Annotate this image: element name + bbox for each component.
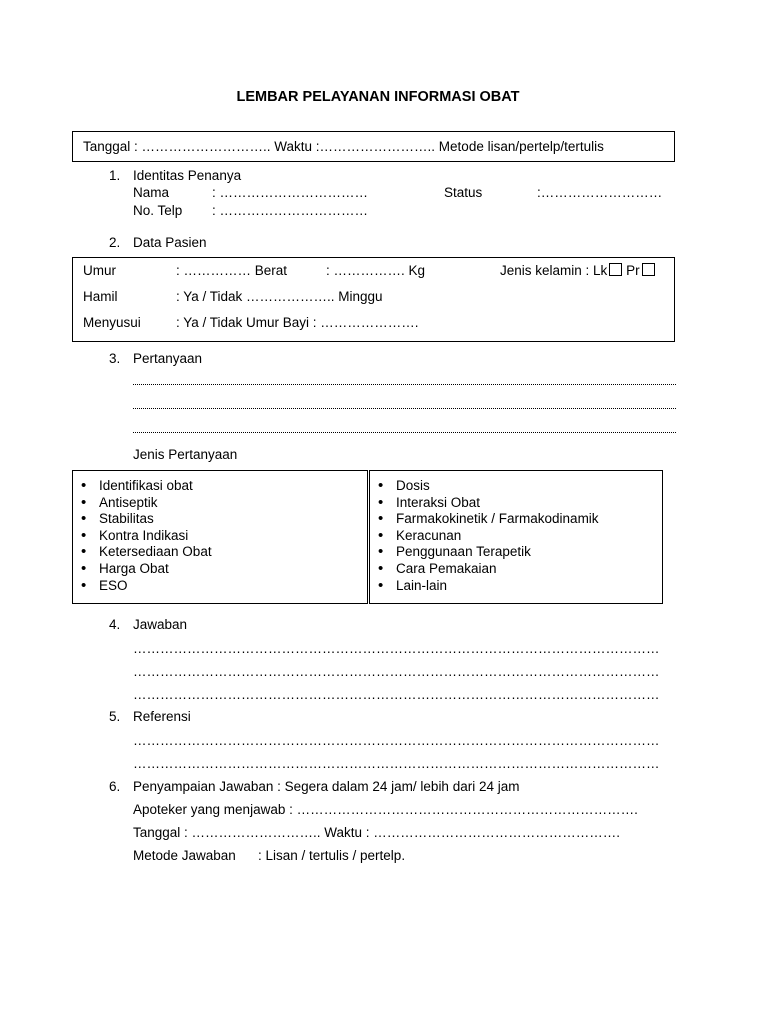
- status-field[interactable]: :………………………: [537, 185, 663, 200]
- section4-label: Jawaban: [133, 617, 188, 632]
- section4-number: 4.: [109, 617, 121, 632]
- nama-field[interactable]: : ……………………………: [212, 185, 369, 200]
- berat-field[interactable]: : ……………. Kg: [326, 263, 426, 278]
- pr-checkbox[interactable]: [642, 263, 655, 276]
- reference-line-1[interactable]: ………………………………………………………………………………………………………: [133, 733, 660, 748]
- section6-label: Penyampaian Jawaban : Segera dalam 24 jam/ lebih dari 24 jam: [133, 779, 520, 794]
- reference-line-2[interactable]: ………………………………………………………………………………………………………: [133, 756, 660, 771]
- question-types-right-box: [369, 470, 663, 604]
- section2-label: Data Pasien: [133, 235, 207, 250]
- question-type-left-item[interactable]: • Antiseptik: [79, 495, 212, 512]
- question-line-2[interactable]: [133, 408, 676, 409]
- menyusui-field[interactable]: : Ya / Tidak Umur Bayi : ………………….: [176, 315, 419, 330]
- header-line: Tanggal : ……………………….. Waktu :…………………….. Metode lisan/pertelp/tertulis: [83, 139, 604, 154]
- section1-number: 1.: [109, 168, 121, 183]
- menyusui-label: Menyusui: [83, 315, 141, 330]
- hamil-field[interactable]: : Ya / Tidak ……………….. Minggu: [176, 289, 383, 304]
- section2-number: 2.: [109, 235, 121, 250]
- question-type-right-item[interactable]: • Penggunaan Terapetik: [376, 544, 599, 561]
- section5-label: Referensi: [133, 709, 191, 724]
- question-type-right-item[interactable]: • Cara Pemakaian: [376, 561, 599, 578]
- header-box: [72, 131, 675, 162]
- question-type-right-item[interactable]: • Lain-lain: [376, 578, 599, 595]
- umur-berat-field[interactable]: : …………… Berat: [176, 263, 288, 278]
- answer-line-1[interactable]: ………………………………………………………………………………………………………: [133, 641, 660, 656]
- telp-field[interactable]: : ……………………………: [212, 203, 369, 218]
- page-title: LEMBAR PELAYANAN INFORMASI OBAT: [236, 89, 520, 105]
- hamil-label: Hamil: [83, 289, 118, 304]
- status-label: Status: [444, 185, 483, 200]
- section1-label: Identitas Penanya: [133, 168, 242, 183]
- jenis-kelamin-row: [500, 263, 655, 279]
- question-line-3[interactable]: [133, 432, 676, 433]
- question-types-left-list: [79, 478, 212, 594]
- apoteker-field[interactable]: Apoteker yang menjawab : ………………………………………………………………….: [133, 802, 638, 817]
- question-type-left-item[interactable]: • Stabilitas: [79, 511, 212, 528]
- metode-jawaban-field[interactable]: : Lisan / tertulis / pertelp.: [258, 848, 406, 863]
- tanggal-waktu-field[interactable]: Tanggal : ……………………….. Waktu : ……………………………………………….: [133, 825, 621, 840]
- umur-label: Umur: [83, 263, 116, 278]
- telp-label: No. Telp: [133, 203, 183, 218]
- jenis-pertanyaan-label: Jenis Pertanyaan: [133, 447, 238, 462]
- question-type-right-item[interactable]: • Dosis: [376, 478, 599, 495]
- question-types-left-box: [72, 470, 368, 604]
- question-type-left-item[interactable]: • Ketersediaan Obat: [79, 544, 212, 561]
- metode-jawaban-label: Metode Jawaban: [133, 848, 236, 863]
- question-line-1[interactable]: [133, 384, 676, 385]
- lk-checkbox[interactable]: [609, 263, 622, 276]
- question-type-right-item[interactable]: • Interaksi Obat: [376, 495, 599, 512]
- patient-data-box: [72, 257, 675, 342]
- answer-line-2[interactable]: ………………………………………………………………………………………………………: [133, 664, 660, 679]
- nama-label: Nama: [133, 185, 170, 200]
- section3-label: Pertanyaan: [133, 351, 203, 366]
- jenis-kelamin-label: Jenis kelamin : Lk: [500, 263, 608, 278]
- pr-label: Pr: [626, 263, 640, 278]
- question-type-right-item[interactable]: • Keracunan: [376, 528, 599, 545]
- question-type-left-item[interactable]: • Kontra Indikasi: [79, 528, 212, 545]
- section5-number: 5.: [109, 709, 121, 724]
- answer-line-3[interactable]: ………………………………………………………………………………………………………: [133, 687, 660, 702]
- question-types-right-list: [376, 478, 599, 594]
- section6-number: 6.: [109, 779, 121, 794]
- question-type-left-item[interactable]: • Identifikasi obat: [79, 478, 212, 495]
- question-type-left-item[interactable]: • ESO: [79, 578, 212, 595]
- section3-number: 3.: [109, 351, 121, 366]
- question-type-right-item[interactable]: • Farmakokinetik / Farmakodinamik: [376, 511, 599, 528]
- question-type-left-item[interactable]: • Harga Obat: [79, 561, 212, 578]
